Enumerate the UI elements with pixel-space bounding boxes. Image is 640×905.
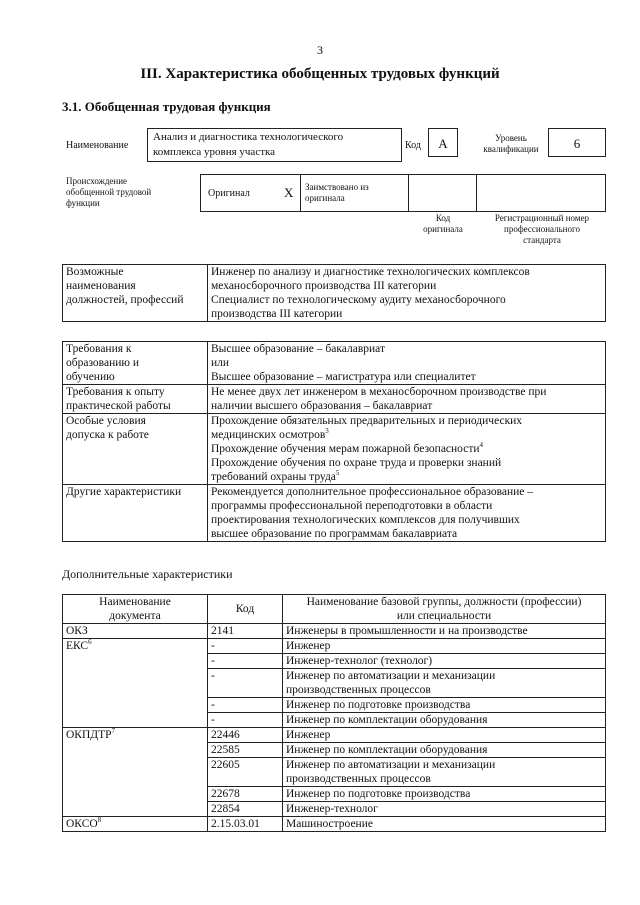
special-line2-wrap (211, 428, 602, 442)
positions-table (62, 264, 606, 322)
name-label: Наименование (66, 140, 129, 151)
eks-name-line: производственных процессов (286, 684, 431, 696)
origin-label (66, 176, 151, 209)
other-value-cell (208, 485, 606, 542)
table-header-row (63, 595, 606, 624)
table-row (63, 817, 606, 832)
other-line3: проектирования технологических комплексов для получивших (211, 514, 520, 526)
special-label-line2: допуска к работе (66, 429, 149, 441)
reg-caption-line3: стандарта (523, 235, 561, 245)
okpdtr-code: 22446 (208, 728, 283, 743)
name-value-line2: комплекса уровня участка (153, 146, 276, 158)
other-label-cell: Другие характеристики (63, 485, 208, 542)
edu-value-cell (208, 342, 606, 385)
okpdtr-code: 22605 (208, 758, 283, 787)
table-row (63, 342, 606, 385)
eks-name-line: Инженер (286, 640, 331, 652)
special-label-line1: Особые условия (66, 415, 146, 427)
okso-label: ОКСО (66, 818, 98, 830)
name-value-box (147, 128, 402, 162)
okso-code: 2.15.03.01 (208, 817, 283, 832)
exp-label-cell (63, 385, 208, 414)
origin-divider (408, 174, 409, 212)
special-label-cell (63, 414, 208, 485)
edu-line2: или (211, 357, 230, 369)
original-mark: X (284, 185, 294, 200)
origin-label-line2: обобщенной трудовой (66, 187, 152, 197)
footnote-ref: 4 (479, 441, 484, 450)
eks-name (283, 669, 606, 698)
eks-name (283, 713, 606, 728)
name-value-line1: Анализ и диагностика технологического (153, 131, 344, 143)
edu-label-line1: Требования к (66, 343, 132, 355)
positions-value-cell (208, 265, 606, 322)
page-number: 3 (317, 43, 323, 57)
exp-label-line1: Требования к опыту (66, 386, 165, 398)
okpdtr-name (283, 743, 606, 758)
other-line4: высшее образование по программам бакалавриата (211, 528, 458, 540)
positions-value-line3: Специалист по технологическому аудиту механосборочного (211, 294, 506, 306)
eks-label: ЕКС (66, 640, 89, 652)
col3-line1: Наименование базовой группы, должности (профессии) (306, 596, 582, 608)
eks-code: - (208, 713, 283, 728)
okpdtr-name-line: Инженер-технолог (286, 803, 378, 815)
eks-name (283, 639, 606, 654)
reg-number-caption (478, 213, 606, 246)
original-label: Оригинал (208, 188, 250, 199)
okpdtr-label: ОКПДТР (66, 729, 112, 741)
code-original-caption (412, 213, 474, 235)
okpdtr-name-line: Инженер (286, 729, 331, 741)
special-line3-wrap (211, 442, 602, 456)
origin-box (200, 174, 606, 212)
footnote-ref: 5 (335, 469, 340, 478)
col3-line2: или специальности (396, 610, 492, 622)
code-caption-line1: Код (435, 213, 451, 223)
table-row (63, 485, 606, 542)
code-value: А (428, 128, 458, 157)
eks-code: - (208, 639, 283, 654)
origin-label-line3: функции (66, 198, 100, 208)
edu-label-line3: обучению (66, 371, 115, 383)
edu-line3: Высшее образование – магистратура или специалитет (211, 371, 476, 383)
borrowed-line1: Заимствовано из (305, 182, 369, 192)
footnote-ref: 7 (111, 727, 116, 736)
okpdtr-code: 22585 (208, 743, 283, 758)
okpdtr-name-line: Инженер по комплектации оборудования (286, 744, 488, 756)
edu-label-cell (63, 342, 208, 385)
table-row (63, 414, 606, 485)
okpdtr-name (283, 802, 606, 817)
table-row (63, 624, 606, 639)
positions-label-line1: Возможные (66, 266, 124, 278)
okpdtr-name-line: производственных процессов (286, 773, 431, 785)
table-row (63, 385, 606, 414)
special-line3: Прохождение обучения мерам пожарной безопасности (211, 443, 480, 455)
exp-line2: наличии высшего образования – бакалавриат (211, 400, 433, 412)
level-label-line1: Уровень (495, 133, 527, 143)
okpdtr-name-line: Инженер по автоматизации и механизации (286, 759, 496, 771)
special-line5-wrap (211, 470, 602, 484)
eks-code: - (208, 698, 283, 713)
exp-label-line2: практической работы (66, 400, 171, 412)
okpdtr-code: 22678 (208, 787, 283, 802)
table-row (63, 639, 606, 654)
reg-caption-line1: Регистрационный номер (494, 213, 590, 223)
eks-name-line: Инженер по комплектации оборудования (286, 714, 488, 726)
code-label: Код (405, 140, 421, 151)
reg-caption-line2: профессионального (504, 224, 580, 234)
code-caption-line2: оригинала (423, 224, 463, 234)
section-title: III. Характеристика обобщенных трудовых функций (140, 66, 500, 82)
level-label-line2: квалификации (483, 144, 539, 154)
col-code-header: Код (208, 595, 283, 624)
eks-name (283, 654, 606, 669)
okpdtr-code: 22854 (208, 802, 283, 817)
eks-label-cell (63, 639, 208, 728)
eks-code: - (208, 669, 283, 698)
other-line1: Рекомендуется дополнительное профессиональное образование – (211, 486, 534, 498)
special-value-cell (208, 414, 606, 485)
footnote-ref: 8 (97, 816, 102, 825)
okz-name: Инженеры в промышленности и на производстве (283, 624, 606, 639)
special-line5: требований охраны труда (211, 471, 336, 483)
okz-label: ОКЗ (63, 624, 208, 639)
col-doc-header (63, 595, 208, 624)
okz-code: 2141 (208, 624, 283, 639)
col-name-header (283, 595, 606, 624)
eks-name-line: Инженер-технолог (технолог) (286, 655, 433, 667)
origin-divider (300, 174, 301, 212)
col1-line2: документа (109, 610, 161, 622)
exp-value-cell (208, 385, 606, 414)
eks-name-line: Инженер по подготовке производства (286, 699, 471, 711)
positions-label-line3: должностей, профессий (66, 294, 184, 306)
okpdtr-name-line: Инженер по подготовке производства (286, 788, 471, 800)
eks-name (283, 698, 606, 713)
origin-divider (476, 174, 477, 212)
positions-value-line2: механосборочного производства III категории (211, 280, 437, 292)
level-value: 6 (548, 128, 606, 157)
eks-name-line: Инженер по автоматизации и механизации (286, 670, 496, 682)
borrowed-line2: оригинала (305, 193, 345, 203)
table-row (63, 728, 606, 743)
positions-value-line1: Инженер по анализу и диагностике технологических комплексов (211, 266, 530, 278)
exp-line1: Не менее двух лет инженером в механосборочном производстве при (211, 386, 547, 398)
footnote-ref: 3 (325, 427, 329, 436)
positions-label-line2: наименования (66, 280, 136, 292)
level-label (476, 133, 546, 155)
positions-value-line4: производства III категории (211, 308, 343, 320)
okpdtr-name (283, 758, 606, 787)
special-line1: Прохождение обязательных предварительных и периодических (211, 415, 523, 427)
okso-label-cell (63, 817, 208, 832)
special-line4: Прохождение обучения по охране труда и проверки знаний (211, 457, 502, 469)
additional-heading: Дополнительные характеристики (62, 567, 233, 581)
special-line2: медицинских осмотров (211, 429, 326, 441)
requirements-table (62, 341, 606, 542)
borrowed-label (305, 182, 369, 204)
positions-label-cell (63, 265, 208, 322)
col1-line1: Наименование (99, 596, 171, 608)
okpdtr-label-cell (63, 728, 208, 817)
footnote-ref: 6 (88, 638, 92, 647)
eks-code: - (208, 654, 283, 669)
okpdtr-name (283, 728, 606, 743)
origin-label-line1: Происхождение (66, 176, 128, 186)
edu-label-line2: образованию и (66, 357, 139, 369)
additional-table (62, 594, 606, 832)
okso-name: Машиностроение (283, 817, 606, 832)
okpdtr-name (283, 787, 606, 802)
other-line2: программы профессиональной переподготовки в области (211, 500, 493, 512)
edu-line1: Высшее образование – бакалавриат (211, 343, 385, 355)
subsection-title: 3.1. Обобщенная трудовая функция (62, 99, 271, 114)
